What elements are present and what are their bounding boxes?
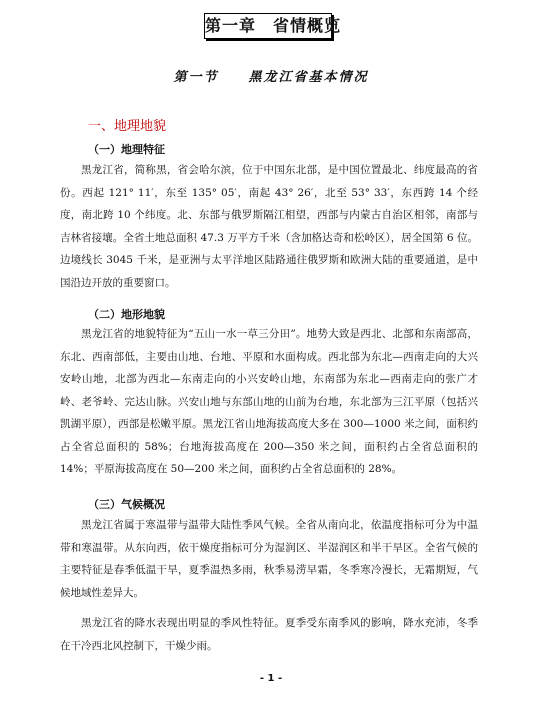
- paragraph-precipitation: 黑龙江省的降水表现出明显的季风性特征。夏季受东南季风的影响，降水充沛，冬季在干冷西北风控制下，干燥少雨。: [60, 617, 478, 652]
- paragraph-climate: 黑龙江省属于寒温带与温带大陆性季风气候。全省从南向北，依温度指标可分为中温带和寒温带。从东向西，依干燥度指标可分为湿润区、半湿润区和半干旱区。全省气候的主要特征是春季低温干旱，夏季温热多雨，秋季易涝早霜，冬季寒冷漫长，无霜期短，气候地域性差异大。: [60, 519, 478, 599]
- section-title: 第一节 黑龙江省基本情况: [173, 70, 369, 85]
- subheading-climate: （三）气候概况: [88, 498, 165, 511]
- heading-geography: 一、地理地貌: [88, 119, 167, 134]
- subheading-geographic-features: （一）地理特征: [88, 143, 165, 156]
- paragraph-terrain: 黑龙江省的地貌特征为“五山一水一草三分田”。地势大致是西北、北部和东南部高，东北、西南部低，主要由山地、台地、平原和水面构成。西北部为东北—西南走向的大兴安岭山地，北部为西北—东南走向的小兴安岭山地，东南部为东北—西南走向的张广才岭、老爷岭、完达山脉。兴安山地与东部山地的山前为台地，东北部为三江平原（包括兴凯湖平原），西部是松嫩平原。黑龙江省山地海拔高度大多在 300—1000 米之间，面积约占全省总面积的 58%；台地海拔高度在 200—350 米之间，面积约占全省总面积的 14%；平原海拔高度在 50—200 米之间，面积约占全省总面积的 28%。: [60, 328, 478, 475]
- subheading-terrain: （二）地形地貌: [88, 308, 165, 321]
- paragraph-geographic-features: 黑龙江省，简称黑，省会哈尔滨，位于中国东北部，是中国位置最北、纬度最高的省份。西起 121° 11′，东至 135° 05′，南起 43° 26′，北至 53° 33′，东西跨 14 个经度，南北跨 10 个纬度。北、东部与俄罗斯隔江相望，西部与内蒙古自治区相邻，南部与吉林省接壤。全省土地总面积 47.3 万平方千米（含加格达奇和松岭区），居全国第 6 位。边境线长 3045 千米，是亚洲与太平洋地区陆路通往俄罗斯和欧洲大陆的重要通道，是中国沿边开放的重要窗口。: [60, 164, 478, 289]
- page-number: - 1 -: [259, 673, 283, 684]
- chapter-title: 第一章 省情概览: [204, 13, 332, 39]
